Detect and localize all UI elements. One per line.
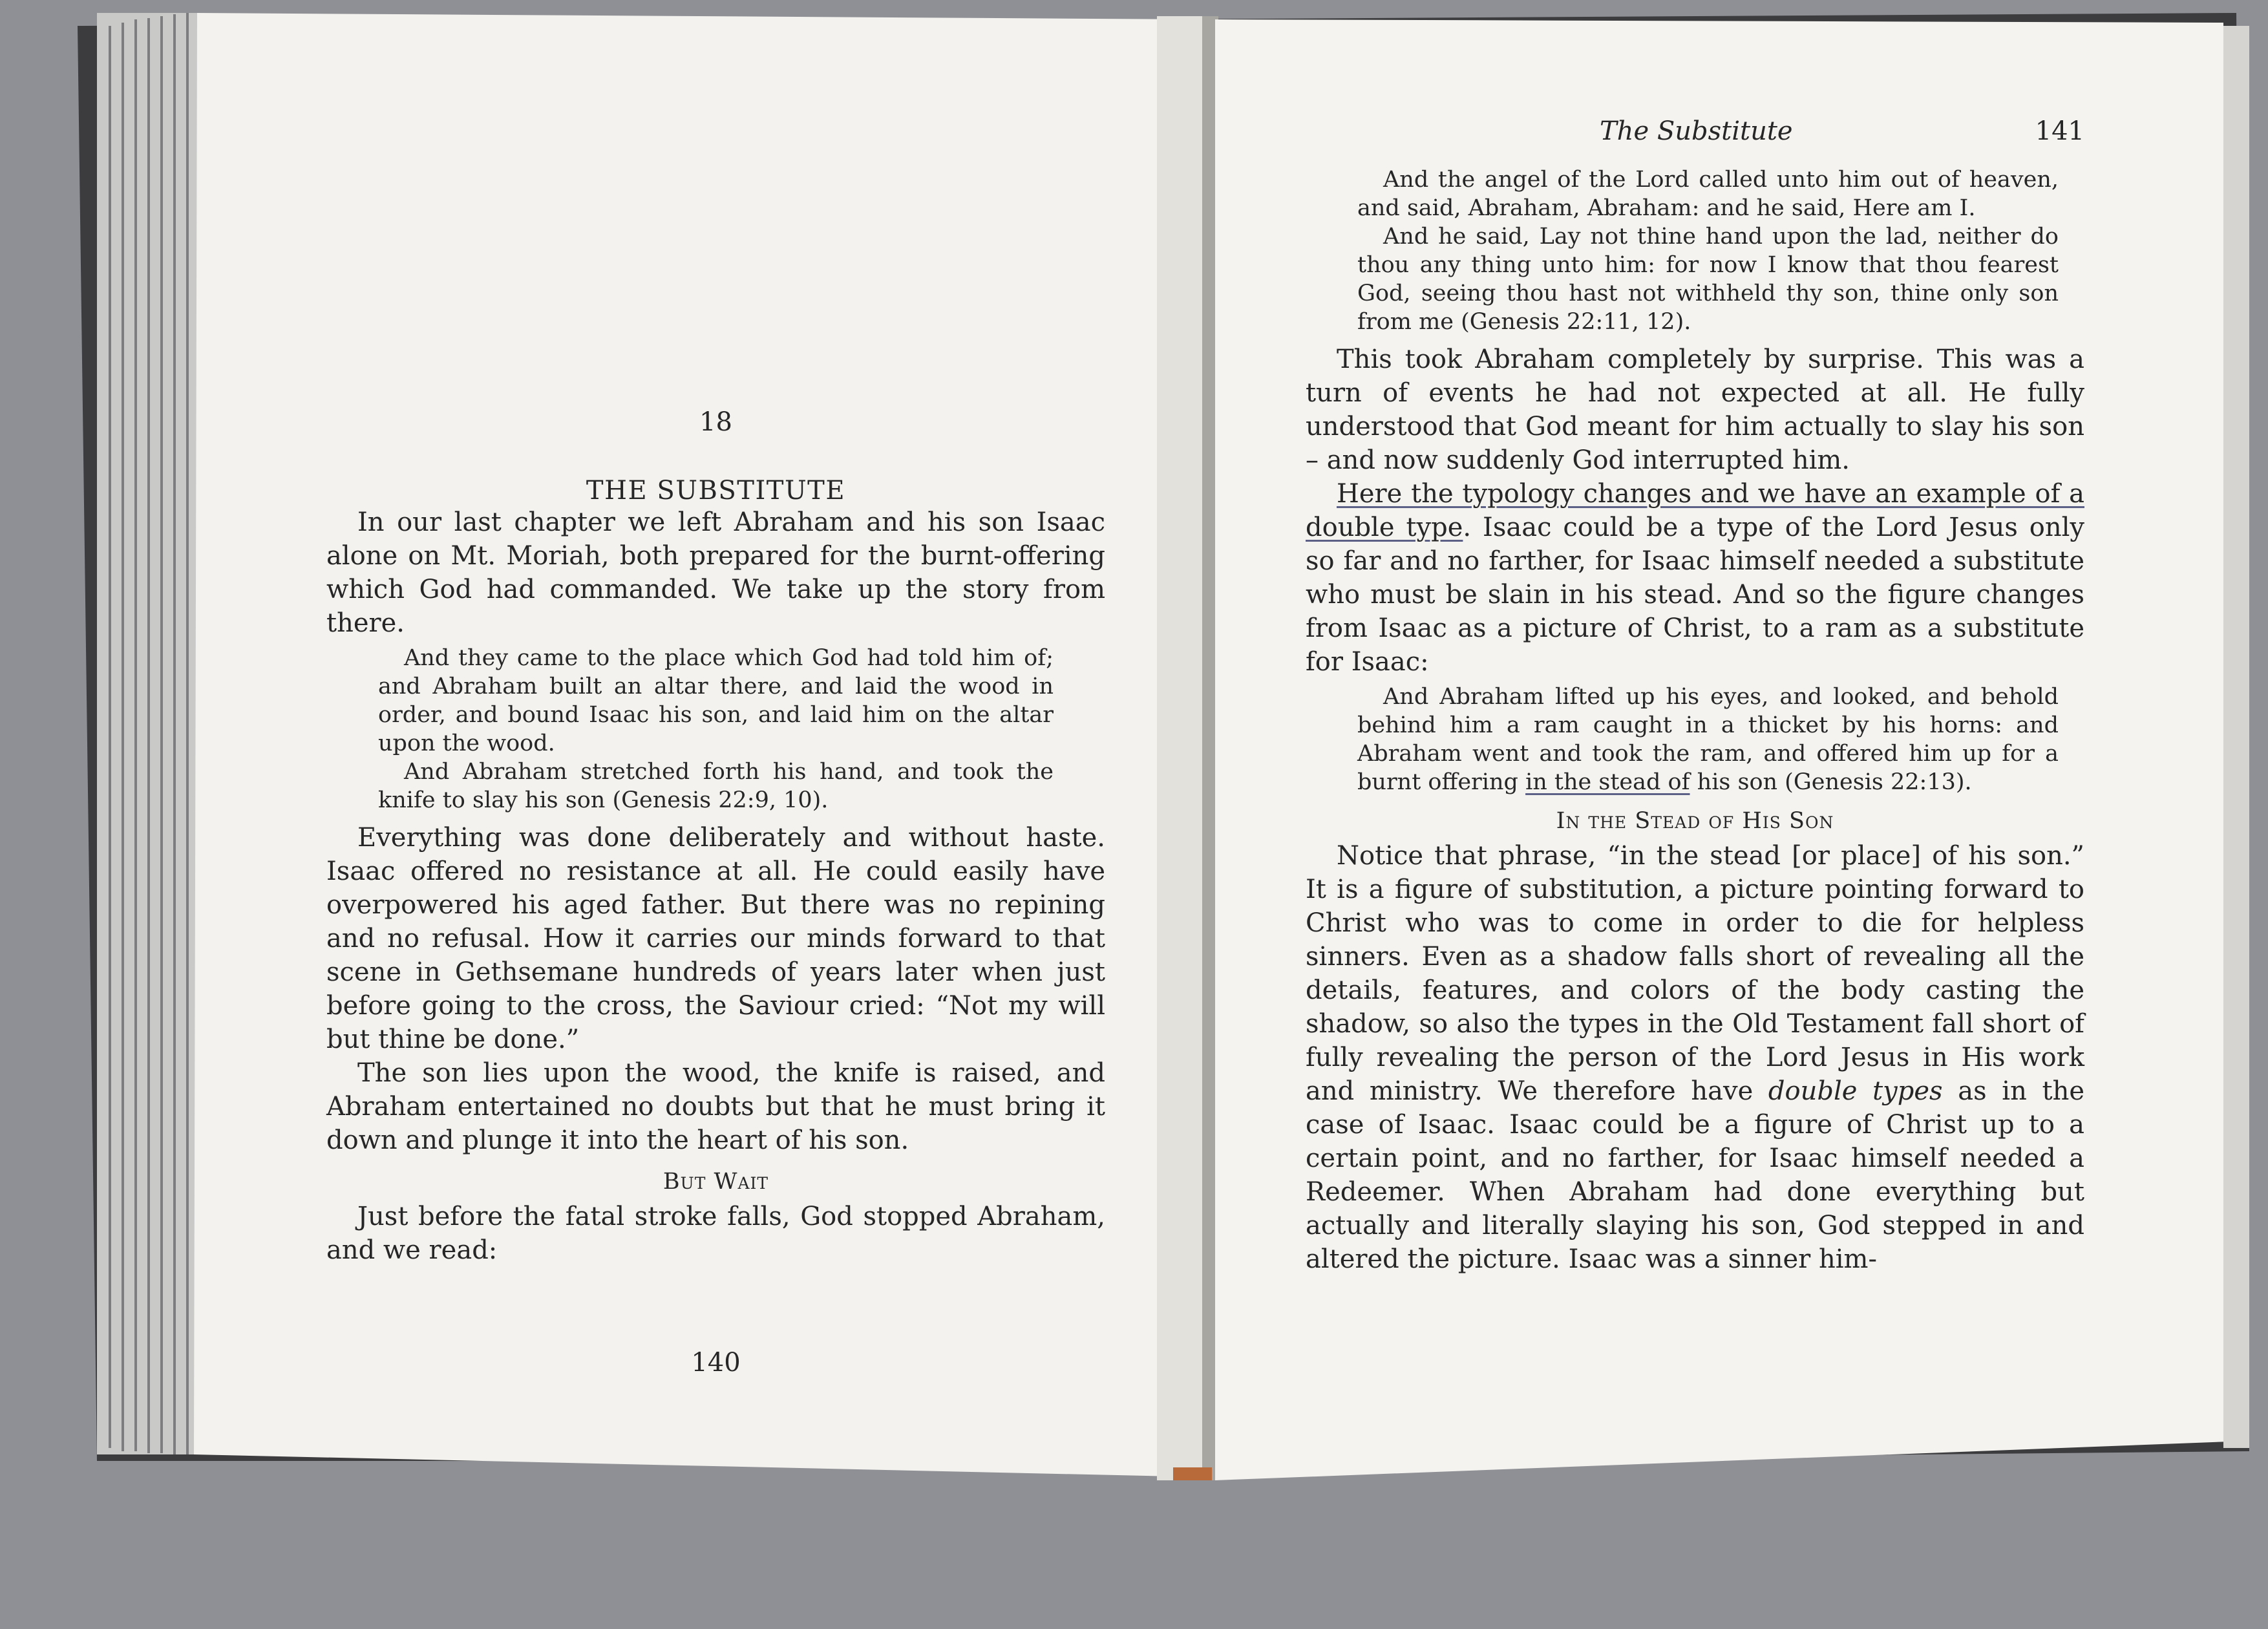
- right-paragraph-3: [1306, 839, 2084, 1276]
- right-paragraph-3-end: as in the case of Isaac. Isaac could be a figure of Christ up to a certain point, and no farther, for Isaac himself needed a Redeemer. When Abraham had done everything but actually and literally slaying his son, God stepped in and altered the picture. Isaac was a sinner him-: [1306, 1076, 2084, 1274]
- left-paragraph-2: Everything was done deliberately and without haste. Isaac offered no resistance at all. He could easily have overpowered his aged father. But there was no repining and no refusal. How it carries our minds forward to that scene in Gethsemane hundreds of years later when just before going to the cross, the Saviour cried: “Not my will but thine be done.”: [326, 823, 1105, 1054]
- left-paragraph-3: The son lies upon the wood, the knife is raised, and Abraham entertained no doubts but that he must bring it down and plunge it into the heart of his son.: [326, 1058, 1105, 1155]
- left-paragraph-4: Just before the fatal stroke falls, God stopped Abraham, and we read:: [326, 1202, 1105, 1265]
- left-page-number: 140: [691, 1348, 741, 1378]
- right-quote-2: [1357, 683, 2059, 796]
- right-paragraph-3-italic: double types: [1768, 1076, 1943, 1106]
- right-paragraph-2: [1306, 477, 2084, 679]
- pen-underlined-phrase: Here the typology changes and we have an example of a double type: [1306, 479, 2084, 542]
- right-page: [1306, 162, 2084, 1276]
- right-quote-2-start: And Abraham lifted up his eyes, and looked, and behold behind him a ram caught in a thicket by his horns: and Abraham went and took the ram, and offered him up for a burnt offering: [1357, 684, 2059, 795]
- right-paragraph-1: This took Abraham completely by surprise. This was a turn of events he had not expected at all. He fully understood that God meant for him actually to slay his son – and now suddenly God interrupted him.: [1306, 345, 2084, 475]
- right-quote-1a: And the angel of the Lord called unto him out of heaven, and said, Abraham, Abraham: and he said, Here am I.: [1357, 167, 2059, 221]
- right-scripture-quote-1: [1306, 165, 2084, 336]
- right-paragraph-3-start: Notice that phrase, “in the stead [or place] of his son.” It is a figure of substitution, a picture pointing forward to Christ who was to come in order to die for helpless sinners. Even as a shadow falls short of revealing all the details, features, and colors of the body casting the shadow, so also the types in the Old Testament fall short of fully revealing the person of the Lord Jesus in His work and ministry. We therefore have: [1306, 841, 2084, 1106]
- right-quote-1b: And he said, Lay not thine hand upon the lad, neither do thou any thing unto him: for now I know that thou fearest God, seeing thou hast not withheld thy son, thine only son from me (Genesis 22:11, 12).: [1357, 224, 2059, 335]
- right-subheading: In the Stead of His Son: [1556, 808, 1834, 834]
- left-paragraph-1: In our last chapter we left Abraham and his son Isaac alone on Mt. Moriah, both prepared for the burnt-offering which God had commanded. We take up the story from there.: [326, 507, 1105, 638]
- right-scripture-quote-2: [1306, 683, 2084, 796]
- chapter-number: 18: [699, 407, 732, 437]
- left-page: [326, 362, 1105, 1267]
- chapter-title: THE SUBSTITUTE: [586, 476, 846, 506]
- running-head: [1306, 116, 2084, 149]
- running-head-title: The Substitute: [1600, 116, 1793, 146]
- pen-underlined-quote-phrase: in the stead of: [1525, 769, 1690, 795]
- left-scripture-quote: [326, 644, 1105, 814]
- left-quote-1a: And they came to the place which God had told him of; and Abraham built an altar there, and laid the wood in order, and bound Isaac his son, and laid him on the altar upon the wood.: [378, 645, 1054, 756]
- right-paragraph-2-rest: . Isaac could be a type of the Lord Jesus only so far and no farther, for Isaac himself needed a substitute who must be slain in his stead. And so the figure changes from Isaac as a picture of Christ, to a ram as a substitute for Isaac:: [1306, 513, 2085, 677]
- right-page-number: 141: [2035, 116, 2084, 146]
- right-quote-2-end: his son (Genesis 22:13).: [1690, 769, 1972, 795]
- left-subheading: But Wait: [662, 1169, 769, 1195]
- left-quote-1b: And Abraham stretched forth his hand, and took the knife to slay his son (Genesis 22:9, 10).: [378, 759, 1054, 813]
